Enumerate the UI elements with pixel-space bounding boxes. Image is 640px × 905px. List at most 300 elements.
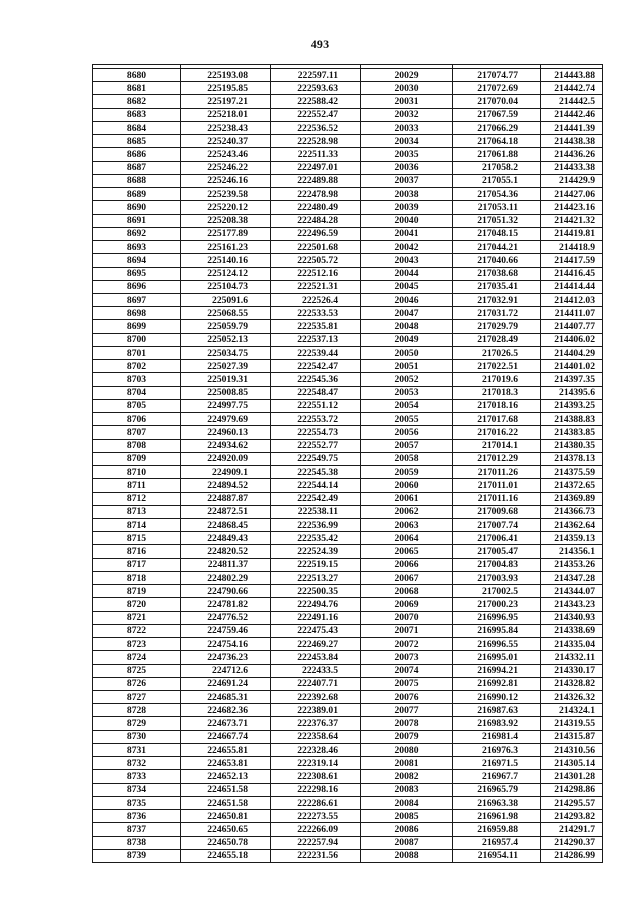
x-coordinate-left-cell: 225240.37 xyxy=(181,135,271,148)
table-row xyxy=(93,333,603,346)
y-coordinate-right-cell: 214397.35 xyxy=(541,373,603,386)
table-row xyxy=(93,770,603,783)
table-row xyxy=(93,135,603,148)
table-row xyxy=(93,254,603,267)
point-id-left-cell: 8688 xyxy=(93,174,181,187)
point-id-left-cell: 8736 xyxy=(93,810,181,823)
x-coordinate-left-cell: 224790.66 xyxy=(181,585,271,598)
x-coordinate-left-cell: 224820.52 xyxy=(181,545,271,558)
y-coordinate-left-cell: 222231.56 xyxy=(271,849,361,862)
point-id-right-cell: 20033 xyxy=(361,121,453,134)
x-coordinate-left-cell: 224909.1 xyxy=(181,466,271,479)
x-coordinate-left-cell: 224920.09 xyxy=(181,452,271,465)
y-coordinate-right-cell: 214330.17 xyxy=(541,664,603,677)
point-id-left-cell: 8704 xyxy=(93,386,181,399)
y-coordinate-left-cell: 222513.27 xyxy=(271,571,361,584)
point-id-right-cell: 20066 xyxy=(361,558,453,571)
y-coordinate-left-cell: 222376.37 xyxy=(271,717,361,730)
x-coordinate-left-cell: 224802.29 xyxy=(181,571,271,584)
y-coordinate-right-cell: 214347.28 xyxy=(541,571,603,584)
point-id-left-cell: 8734 xyxy=(93,783,181,796)
y-coordinate-left-cell: 222478.98 xyxy=(271,188,361,201)
y-coordinate-right-cell: 214340.93 xyxy=(541,611,603,624)
x-coordinate-left-cell: 225195.85 xyxy=(181,82,271,95)
y-coordinate-left-cell: 222496.59 xyxy=(271,227,361,240)
point-id-left-cell: 8718 xyxy=(93,571,181,584)
point-id-left-cell: 8682 xyxy=(93,95,181,108)
point-id-right-cell: 20029 xyxy=(361,69,453,82)
x-coordinate-right-cell: 217028.49 xyxy=(453,333,541,346)
point-id-left-cell: 8731 xyxy=(93,743,181,756)
y-coordinate-left-cell: 222537.13 xyxy=(271,333,361,346)
x-coordinate-left-cell: 224652.13 xyxy=(181,770,271,783)
x-coordinate-left-cell: 224776.52 xyxy=(181,611,271,624)
y-coordinate-left-cell: 222298.16 xyxy=(271,783,361,796)
table-row xyxy=(93,439,603,452)
y-coordinate-right-cell: 214433.38 xyxy=(541,161,603,174)
y-coordinate-left-cell: 222528.98 xyxy=(271,135,361,148)
point-id-right-cell: 20045 xyxy=(361,280,453,293)
table-row xyxy=(93,293,603,306)
x-coordinate-right-cell: 216996.95 xyxy=(453,611,541,624)
y-coordinate-right-cell: 214319.55 xyxy=(541,717,603,730)
x-coordinate-right-cell: 216959.88 xyxy=(453,823,541,836)
x-coordinate-right-cell: 217006.41 xyxy=(453,532,541,545)
y-coordinate-right-cell: 214383.85 xyxy=(541,426,603,439)
x-coordinate-left-cell: 225068.55 xyxy=(181,307,271,320)
x-coordinate-right-cell: 217000.23 xyxy=(453,598,541,611)
y-coordinate-right-cell: 214442.46 xyxy=(541,108,603,121)
table-row xyxy=(93,757,603,770)
point-id-left-cell: 8684 xyxy=(93,121,181,134)
point-id-left-cell: 8729 xyxy=(93,717,181,730)
y-coordinate-right-cell: 214324.1 xyxy=(541,704,603,717)
x-coordinate-left-cell: 225019.31 xyxy=(181,373,271,386)
y-coordinate-left-cell: 222286.61 xyxy=(271,796,361,809)
x-coordinate-left-cell: 224736.23 xyxy=(181,651,271,664)
table-row xyxy=(93,82,603,95)
x-coordinate-left-cell: 224934.62 xyxy=(181,439,271,452)
y-coordinate-left-cell: 222494.76 xyxy=(271,598,361,611)
y-coordinate-left-cell: 222392.68 xyxy=(271,691,361,704)
table-row xyxy=(93,492,603,505)
point-id-right-cell: 20088 xyxy=(361,849,453,862)
point-id-right-cell: 20044 xyxy=(361,267,453,280)
point-id-left-cell: 8730 xyxy=(93,730,181,743)
x-coordinate-right-cell: 216954.11 xyxy=(453,849,541,862)
point-id-left-cell: 8701 xyxy=(93,346,181,359)
point-id-right-cell: 20043 xyxy=(361,254,453,267)
point-id-right-cell: 20082 xyxy=(361,770,453,783)
point-id-left-cell: 8725 xyxy=(93,664,181,677)
table-row xyxy=(93,479,603,492)
coordinates-table xyxy=(92,64,603,863)
point-id-left-cell: 8722 xyxy=(93,624,181,637)
x-coordinate-left-cell: 225177.89 xyxy=(181,227,271,240)
y-coordinate-right-cell: 214411.07 xyxy=(541,307,603,320)
y-coordinate-left-cell: 222542.49 xyxy=(271,492,361,505)
point-id-right-cell: 20065 xyxy=(361,545,453,558)
point-id-left-cell: 8707 xyxy=(93,426,181,439)
point-id-left-cell: 8710 xyxy=(93,466,181,479)
x-coordinate-right-cell: 216963.38 xyxy=(453,796,541,809)
point-id-right-cell: 20064 xyxy=(361,532,453,545)
point-id-right-cell: 20035 xyxy=(361,148,453,161)
y-coordinate-right-cell: 214427.06 xyxy=(541,188,603,201)
point-id-right-cell: 20067 xyxy=(361,571,453,584)
y-coordinate-left-cell: 222308.61 xyxy=(271,770,361,783)
x-coordinate-right-cell: 217061.88 xyxy=(453,148,541,161)
x-coordinate-right-cell: 217018.16 xyxy=(453,399,541,412)
table-row xyxy=(93,823,603,836)
y-coordinate-left-cell: 222266.09 xyxy=(271,823,361,836)
y-coordinate-right-cell: 214404.29 xyxy=(541,346,603,359)
y-coordinate-left-cell: 222358.64 xyxy=(271,730,361,743)
point-id-left-cell: 8712 xyxy=(93,492,181,505)
point-id-right-cell: 20054 xyxy=(361,399,453,412)
x-coordinate-right-cell: 216965.79 xyxy=(453,783,541,796)
point-id-right-cell: 20068 xyxy=(361,585,453,598)
y-coordinate-left-cell: 222538.11 xyxy=(271,505,361,518)
x-coordinate-right-cell: 217022.51 xyxy=(453,360,541,373)
table-row xyxy=(93,571,603,584)
y-coordinate-left-cell: 222257.94 xyxy=(271,836,361,849)
table-row xyxy=(93,95,603,108)
x-coordinate-left-cell: 224653.81 xyxy=(181,757,271,770)
point-id-right-cell: 20038 xyxy=(361,188,453,201)
x-coordinate-right-cell: 216987.63 xyxy=(453,704,541,717)
table-row xyxy=(93,677,603,690)
y-coordinate-right-cell: 214375.59 xyxy=(541,466,603,479)
point-id-left-cell: 8693 xyxy=(93,241,181,254)
y-coordinate-right-cell: 214328.82 xyxy=(541,677,603,690)
point-id-right-cell: 20039 xyxy=(361,201,453,214)
y-coordinate-left-cell: 222526.4 xyxy=(271,293,361,306)
x-coordinate-left-cell: 225124.12 xyxy=(181,267,271,280)
y-coordinate-right-cell: 214356.1 xyxy=(541,545,603,558)
point-id-right-cell: 20079 xyxy=(361,730,453,743)
y-coordinate-right-cell: 214293.82 xyxy=(541,810,603,823)
x-coordinate-right-cell: 217055.1 xyxy=(453,174,541,187)
table-row xyxy=(93,691,603,704)
point-id-left-cell: 8686 xyxy=(93,148,181,161)
table-row xyxy=(93,518,603,531)
point-id-right-cell: 20050 xyxy=(361,346,453,359)
point-id-left-cell: 8689 xyxy=(93,188,181,201)
y-coordinate-left-cell: 222433.5 xyxy=(271,664,361,677)
table-row xyxy=(93,585,603,598)
point-id-right-cell: 20084 xyxy=(361,796,453,809)
x-coordinate-left-cell: 225220.12 xyxy=(181,201,271,214)
y-coordinate-left-cell: 222453.84 xyxy=(271,651,361,664)
x-coordinate-right-cell: 217017.68 xyxy=(453,413,541,426)
x-coordinate-left-cell: 225246.22 xyxy=(181,161,271,174)
x-coordinate-left-cell: 225091.6 xyxy=(181,293,271,306)
point-id-right-cell: 20049 xyxy=(361,333,453,346)
point-id-left-cell: 8714 xyxy=(93,518,181,531)
point-id-right-cell: 20040 xyxy=(361,214,453,227)
y-coordinate-right-cell: 214419.81 xyxy=(541,227,603,240)
y-coordinate-left-cell: 222551.12 xyxy=(271,399,361,412)
x-coordinate-left-cell: 224650.81 xyxy=(181,810,271,823)
x-coordinate-right-cell: 217018.3 xyxy=(453,386,541,399)
table-row xyxy=(93,849,603,862)
point-id-right-cell: 20037 xyxy=(361,174,453,187)
table-row xyxy=(93,426,603,439)
y-coordinate-left-cell: 222319.14 xyxy=(271,757,361,770)
y-coordinate-right-cell: 214366.73 xyxy=(541,505,603,518)
y-coordinate-left-cell: 222273.55 xyxy=(271,810,361,823)
x-coordinate-left-cell: 224651.58 xyxy=(181,783,271,796)
point-id-right-cell: 20031 xyxy=(361,95,453,108)
x-coordinate-right-cell: 217066.29 xyxy=(453,121,541,134)
x-coordinate-right-cell: 217009.68 xyxy=(453,505,541,518)
y-coordinate-right-cell: 214291.7 xyxy=(541,823,603,836)
point-id-right-cell: 20086 xyxy=(361,823,453,836)
table-row xyxy=(93,214,603,227)
y-coordinate-right-cell: 214290.37 xyxy=(541,836,603,849)
y-coordinate-right-cell: 214301.28 xyxy=(541,770,603,783)
x-coordinate-right-cell: 216996.55 xyxy=(453,638,541,651)
y-coordinate-right-cell: 214436.26 xyxy=(541,148,603,161)
table-row xyxy=(93,360,603,373)
x-coordinate-right-cell: 217054.36 xyxy=(453,188,541,201)
y-coordinate-left-cell: 222389.01 xyxy=(271,704,361,717)
point-id-right-cell: 20062 xyxy=(361,505,453,518)
x-coordinate-left-cell: 224650.78 xyxy=(181,836,271,849)
point-id-right-cell: 20046 xyxy=(361,293,453,306)
table-row xyxy=(93,307,603,320)
table-row xyxy=(93,188,603,201)
x-coordinate-right-cell: 217038.68 xyxy=(453,267,541,280)
y-coordinate-right-cell: 214315.87 xyxy=(541,730,603,743)
x-coordinate-right-cell: 216971.5 xyxy=(453,757,541,770)
point-id-left-cell: 8696 xyxy=(93,280,181,293)
y-coordinate-right-cell: 214412.03 xyxy=(541,293,603,306)
y-coordinate-right-cell: 214310.56 xyxy=(541,743,603,756)
point-id-left-cell: 8728 xyxy=(93,704,181,717)
x-coordinate-right-cell: 216976.3 xyxy=(453,743,541,756)
table-row xyxy=(93,651,603,664)
y-coordinate-right-cell: 214372.65 xyxy=(541,479,603,492)
y-coordinate-left-cell: 222549.75 xyxy=(271,452,361,465)
x-coordinate-right-cell: 217044.21 xyxy=(453,241,541,254)
table-row xyxy=(93,386,603,399)
x-coordinate-right-cell: 217035.41 xyxy=(453,280,541,293)
x-coordinate-right-cell: 217012.29 xyxy=(453,452,541,465)
point-id-left-cell: 8721 xyxy=(93,611,181,624)
x-coordinate-left-cell: 224872.51 xyxy=(181,505,271,518)
point-id-right-cell: 20080 xyxy=(361,743,453,756)
point-id-right-cell: 20059 xyxy=(361,466,453,479)
x-coordinate-left-cell: 225208.38 xyxy=(181,214,271,227)
table-row xyxy=(93,611,603,624)
point-id-left-cell: 8695 xyxy=(93,267,181,280)
table-row xyxy=(93,730,603,743)
x-coordinate-right-cell: 217070.04 xyxy=(453,95,541,108)
table-row xyxy=(93,704,603,717)
point-id-right-cell: 20075 xyxy=(361,677,453,690)
x-coordinate-right-cell: 217005.47 xyxy=(453,545,541,558)
point-id-left-cell: 8719 xyxy=(93,585,181,598)
y-coordinate-left-cell: 222484.28 xyxy=(271,214,361,227)
y-coordinate-right-cell: 214369.89 xyxy=(541,492,603,505)
x-coordinate-right-cell: 217031.72 xyxy=(453,307,541,320)
point-id-left-cell: 8698 xyxy=(93,307,181,320)
point-id-right-cell: 20081 xyxy=(361,757,453,770)
point-id-left-cell: 8711 xyxy=(93,479,181,492)
point-id-left-cell: 8690 xyxy=(93,201,181,214)
point-id-right-cell: 20053 xyxy=(361,386,453,399)
table-row xyxy=(93,201,603,214)
y-coordinate-right-cell: 214429.9 xyxy=(541,174,603,187)
point-id-right-cell: 20041 xyxy=(361,227,453,240)
x-coordinate-left-cell: 224849.43 xyxy=(181,532,271,545)
x-coordinate-left-cell: 225052.13 xyxy=(181,333,271,346)
y-coordinate-right-cell: 214442.5 xyxy=(541,95,603,108)
x-coordinate-left-cell: 224655.18 xyxy=(181,849,271,862)
y-coordinate-left-cell: 222469.27 xyxy=(271,638,361,651)
x-coordinate-left-cell: 224979.69 xyxy=(181,413,271,426)
x-coordinate-right-cell: 217051.32 xyxy=(453,214,541,227)
y-coordinate-right-cell: 214401.02 xyxy=(541,360,603,373)
x-coordinate-right-cell: 216990.12 xyxy=(453,691,541,704)
y-coordinate-left-cell: 222489.88 xyxy=(271,174,361,187)
page-number: 493 xyxy=(310,37,330,51)
point-id-left-cell: 8683 xyxy=(93,108,181,121)
point-id-left-cell: 8691 xyxy=(93,214,181,227)
point-id-right-cell: 20057 xyxy=(361,439,453,452)
point-id-right-cell: 20070 xyxy=(361,611,453,624)
table-row xyxy=(93,717,603,730)
point-id-right-cell: 20052 xyxy=(361,373,453,386)
table-row xyxy=(93,161,603,174)
table-row xyxy=(93,280,603,293)
point-id-right-cell: 20074 xyxy=(361,664,453,677)
y-coordinate-left-cell: 222480.49 xyxy=(271,201,361,214)
x-coordinate-right-cell: 216967.7 xyxy=(453,770,541,783)
y-coordinate-right-cell: 214362.64 xyxy=(541,518,603,531)
x-coordinate-right-cell: 217048.15 xyxy=(453,227,541,240)
point-id-right-cell: 20047 xyxy=(361,307,453,320)
table-row xyxy=(93,174,603,187)
point-id-left-cell: 8735 xyxy=(93,796,181,809)
x-coordinate-left-cell: 225218.01 xyxy=(181,108,271,121)
x-coordinate-right-cell: 217003.93 xyxy=(453,571,541,584)
x-coordinate-right-cell: 217011.16 xyxy=(453,492,541,505)
point-id-left-cell: 8738 xyxy=(93,836,181,849)
y-coordinate-right-cell: 214407.77 xyxy=(541,320,603,333)
x-coordinate-left-cell: 224781.82 xyxy=(181,598,271,611)
y-coordinate-left-cell: 222497.01 xyxy=(271,161,361,174)
point-id-left-cell: 8720 xyxy=(93,598,181,611)
point-id-right-cell: 20072 xyxy=(361,638,453,651)
y-coordinate-left-cell: 222545.36 xyxy=(271,373,361,386)
x-coordinate-right-cell: 217016.22 xyxy=(453,426,541,439)
point-id-left-cell: 8709 xyxy=(93,452,181,465)
x-coordinate-right-cell: 217002.5 xyxy=(453,585,541,598)
x-coordinate-left-cell: 224685.31 xyxy=(181,691,271,704)
table-row xyxy=(93,505,603,518)
x-coordinate-right-cell: 217058.2 xyxy=(453,161,541,174)
x-coordinate-left-cell: 224682.36 xyxy=(181,704,271,717)
y-coordinate-left-cell: 222588.42 xyxy=(271,95,361,108)
point-id-left-cell: 8739 xyxy=(93,849,181,862)
y-coordinate-left-cell: 222553.72 xyxy=(271,413,361,426)
y-coordinate-right-cell: 214353.26 xyxy=(541,558,603,571)
y-coordinate-left-cell: 222519.15 xyxy=(271,558,361,571)
x-coordinate-left-cell: 224655.81 xyxy=(181,743,271,756)
x-coordinate-left-cell: 224960.13 xyxy=(181,426,271,439)
table-row xyxy=(93,743,603,756)
y-coordinate-right-cell: 214417.59 xyxy=(541,254,603,267)
y-coordinate-left-cell: 222548.47 xyxy=(271,386,361,399)
point-id-right-cell: 20030 xyxy=(361,82,453,95)
y-coordinate-left-cell: 222539.44 xyxy=(271,346,361,359)
y-coordinate-left-cell: 222535.81 xyxy=(271,320,361,333)
x-coordinate-left-cell: 225238.43 xyxy=(181,121,271,134)
y-coordinate-right-cell: 214441.39 xyxy=(541,121,603,134)
x-coordinate-left-cell: 224712.6 xyxy=(181,664,271,677)
y-coordinate-left-cell: 222475.43 xyxy=(271,624,361,637)
point-id-right-cell: 20056 xyxy=(361,426,453,439)
point-id-right-cell: 20058 xyxy=(361,452,453,465)
point-id-left-cell: 8715 xyxy=(93,532,181,545)
y-coordinate-left-cell: 222536.52 xyxy=(271,121,361,134)
y-coordinate-left-cell: 222512.16 xyxy=(271,267,361,280)
y-coordinate-right-cell: 214406.02 xyxy=(541,333,603,346)
point-id-left-cell: 8681 xyxy=(93,82,181,95)
x-coordinate-left-cell: 224868.45 xyxy=(181,518,271,531)
point-id-left-cell: 8687 xyxy=(93,161,181,174)
x-coordinate-right-cell: 217072.69 xyxy=(453,82,541,95)
y-coordinate-right-cell: 214388.83 xyxy=(541,413,603,426)
x-coordinate-right-cell: 217004.83 xyxy=(453,558,541,571)
x-coordinate-left-cell: 225140.16 xyxy=(181,254,271,267)
point-id-left-cell: 8692 xyxy=(93,227,181,240)
table-row xyxy=(93,545,603,558)
x-coordinate-right-cell: 216992.81 xyxy=(453,677,541,690)
y-coordinate-right-cell: 214442.74 xyxy=(541,82,603,95)
table-row xyxy=(93,241,603,254)
y-coordinate-left-cell: 222542.47 xyxy=(271,360,361,373)
y-coordinate-left-cell: 222524.39 xyxy=(271,545,361,558)
x-coordinate-left-cell: 224673.71 xyxy=(181,717,271,730)
point-id-right-cell: 20076 xyxy=(361,691,453,704)
y-coordinate-right-cell: 214332.11 xyxy=(541,651,603,664)
y-coordinate-right-cell: 214414.44 xyxy=(541,280,603,293)
y-coordinate-right-cell: 214380.35 xyxy=(541,439,603,452)
x-coordinate-right-cell: 217011.01 xyxy=(453,479,541,492)
x-coordinate-right-cell: 217019.6 xyxy=(453,373,541,386)
table-row xyxy=(93,783,603,796)
y-coordinate-left-cell: 222536.99 xyxy=(271,518,361,531)
table-row xyxy=(93,558,603,571)
y-coordinate-left-cell: 222511.33 xyxy=(271,148,361,161)
y-coordinate-left-cell: 222545.38 xyxy=(271,466,361,479)
point-id-right-cell: 20078 xyxy=(361,717,453,730)
y-coordinate-right-cell: 214416.45 xyxy=(541,267,603,280)
y-coordinate-left-cell: 222552.47 xyxy=(271,108,361,121)
y-coordinate-right-cell: 214286.99 xyxy=(541,849,603,862)
y-coordinate-left-cell: 222500.35 xyxy=(271,585,361,598)
table-row xyxy=(93,836,603,849)
x-coordinate-right-cell: 217067.59 xyxy=(453,108,541,121)
y-coordinate-left-cell: 222521.31 xyxy=(271,280,361,293)
table-row xyxy=(93,373,603,386)
point-id-right-cell: 20087 xyxy=(361,836,453,849)
y-coordinate-left-cell: 222328.46 xyxy=(271,743,361,756)
